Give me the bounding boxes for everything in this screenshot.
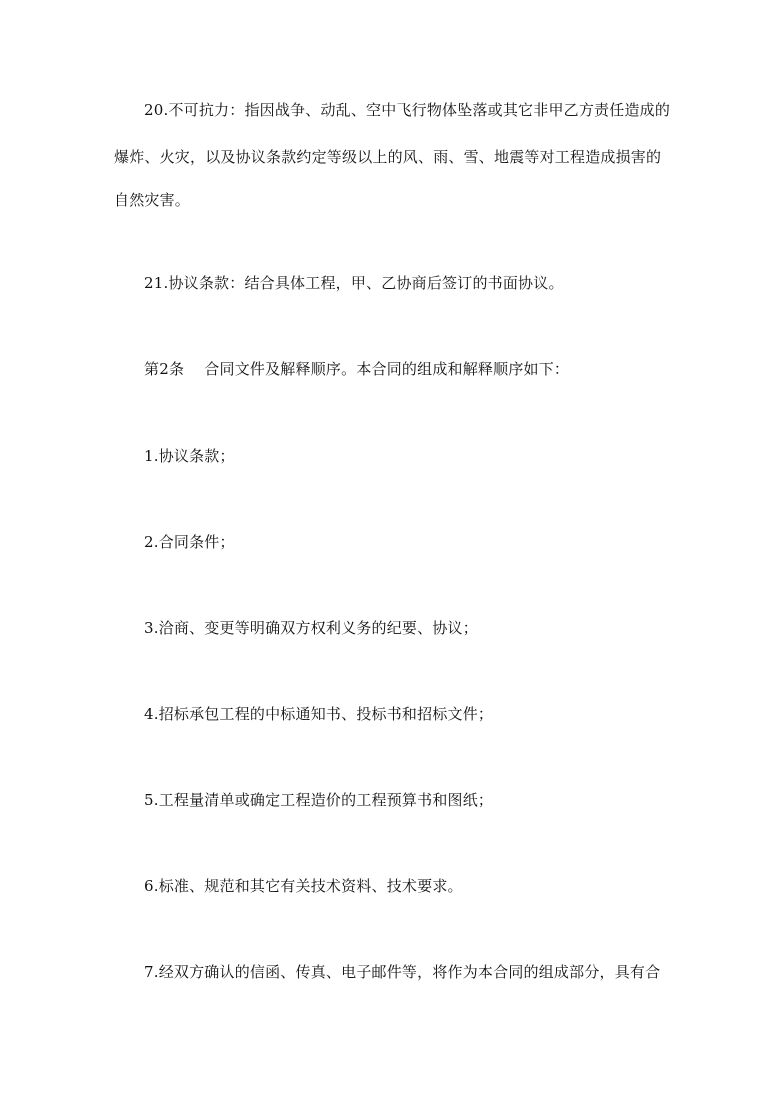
clause-20-line-2: 爆炸、火灾，以及协议条款约定等级以上的风、雨、雪、地震等对工程造成损害的 xyxy=(114,148,662,166)
list-item-6: 6.标准、规范和其它有关技术资料、技术要求。 xyxy=(144,877,463,895)
list-item-7: 7.经双方确认的信函、传真、电子邮件等，将作为本合同的组成部分，具有合 xyxy=(144,963,661,981)
article-2-heading: 第2条 合同文件及解释顺序。本合同的组成和解释顺序如下： xyxy=(144,360,570,378)
list-item-3: 3.洽商、变更等明确双方权利义务的纪要、协议； xyxy=(144,619,478,637)
clause-21-line-1: 21.协议条款：结合具体工程，甲、乙协商后签订的书面协议。 xyxy=(144,274,564,292)
clause-20-line-1: 20.不可抗力：指因战争、动乱、空中飞行物体坠落或其它非甲乙方责任造成的 xyxy=(144,101,671,119)
list-item-5: 5.工程量清单或确定工程造价的工程预算书和图纸； xyxy=(144,791,494,809)
list-item-2: 2.合同条件； xyxy=(144,533,235,551)
clause-20-line-3: 自然灾害。 xyxy=(114,191,191,209)
list-item-1: 1.协议条款； xyxy=(144,447,235,465)
list-item-4: 4.招标承包工程的中标通知书、投标书和招标文件； xyxy=(144,705,494,723)
